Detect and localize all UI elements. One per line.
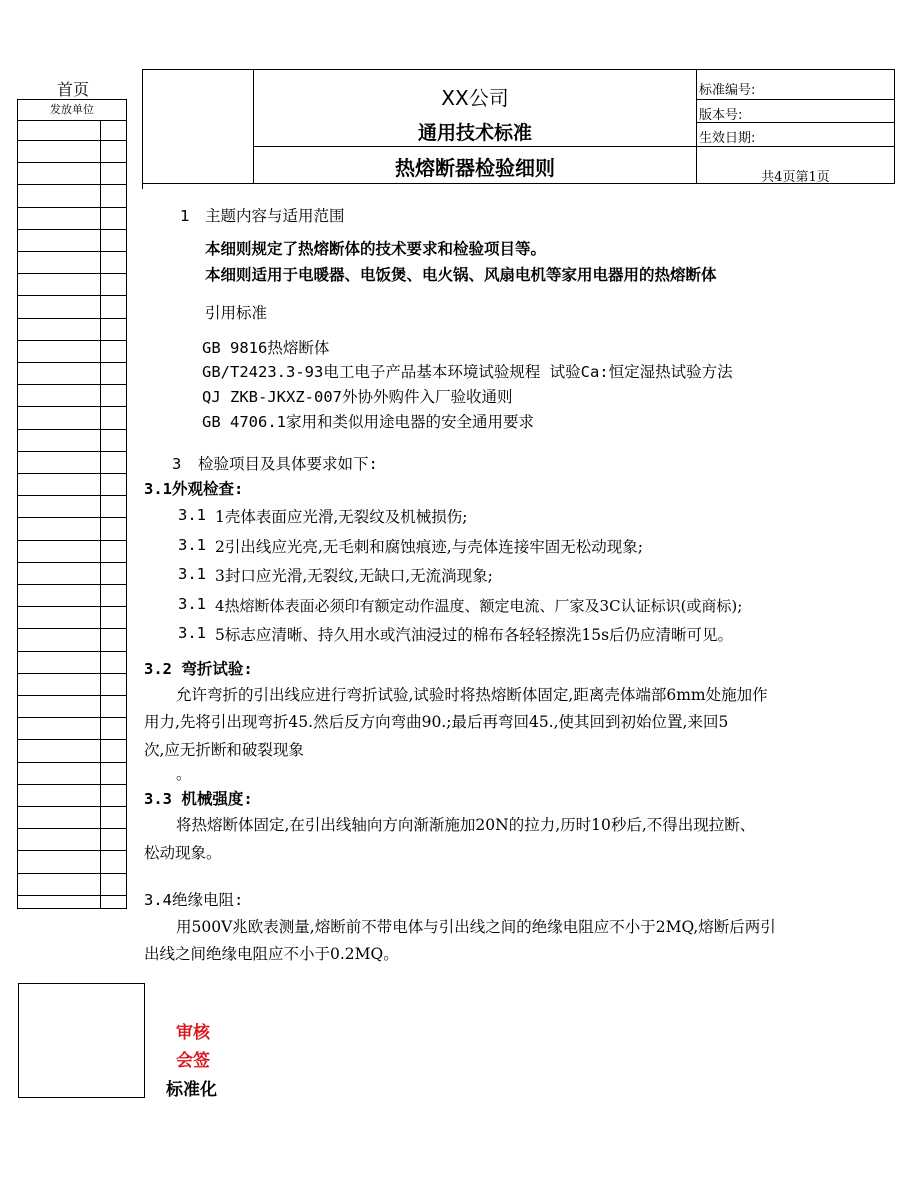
section1-paragraph: 本细则规定了热熔断体的技术要求和检验项目等。 [205,240,547,258]
distribution-row-line [18,762,126,763]
section31-item-text: 1壳体表面应光滑,无裂纹及机械损伤; [215,508,468,526]
section31-item-number: 3.1 [178,536,206,554]
standardization-label: 标准化 [166,1080,217,1100]
distribution-row-line [18,340,126,341]
distribution-table [17,99,127,909]
distribution-row-line [18,628,126,629]
distribution-row-line [18,673,126,674]
meta-row-divider [697,146,894,147]
distribution-row-line [18,806,126,807]
distribution-row-line [18,318,126,319]
section31-item-text: 5标志应清晰、持久用水或汽油浸过的棉布各轻轻擦洗15s后仍应清晰可见。 [215,626,734,644]
countersign-label: 会签 [176,1051,210,1071]
section2-heading: 引用标准 [205,304,268,322]
section31-item-number: 3.1 [178,506,206,524]
section32-line: 允许弯折的引出线应进行弯折试验,试验时将热熔断体固定,距离壳体端部6mm处施加作 [176,686,768,704]
section1-number: 1 [180,207,190,225]
section34-title: 3.4绝缘电阻: [144,891,244,909]
distribution-row-line [18,739,126,740]
distribution-row-line [18,162,126,163]
header-title-box [253,69,697,184]
distribution-row-line [18,362,126,363]
meta-row-divider [697,99,894,100]
standard-number-label: 标准编号: [699,83,756,98]
distribution-row-line [18,828,126,829]
section32-line: 次,应无折断和破裂现象 [144,741,304,759]
section33-line: 将热熔断体固定,在引出线轴向方向渐渐施加20N的拉力,历时10秒后,不得出现拉断、 [176,816,756,834]
distribution-row-line [18,495,126,496]
header-left-tick [142,183,143,189]
header-divider [254,146,696,147]
section31-item-text: 3封口应光滑,无裂纹,无缺口,无流淌现象; [215,567,493,585]
distribution-row-line [18,850,126,851]
section31-item-number: 3.1 [178,565,206,583]
distribution-row-line [18,473,126,474]
distribution-row-line [18,451,126,452]
reference-item: GB 4706.1家用和类似用途电器的安全通用要求 [202,413,534,431]
distribution-row-line [18,695,126,696]
version-label: 版本号: [699,108,743,123]
effective-date-label: 生效日期: [699,131,756,146]
distribution-row-line [18,273,126,274]
section34-line: 用500V兆欧表测量,熔断前不带电体与引出线之间的绝缘电阻应不小于2MQ,熔断后两引 [176,918,776,936]
distribution-row-line [18,873,126,874]
meta-row-divider [697,122,894,123]
company-name: XX公司 [441,86,509,110]
distribution-row-line [18,895,126,896]
section1-heading: 主题内容与适用范围 [205,207,345,225]
distribution-row-line [18,562,126,563]
distribution-row-line [18,251,126,252]
section31-item-text: 4热熔断体表面必须印有额定动作温度、额定电流、厂家及3C认证标识(或商标); [215,597,743,615]
section34-line: 出线之间绝缘电阻应不小于0.2MQ。 [144,945,399,963]
section3-heading: 检验项目及具体要求如下: [198,455,378,473]
distribution-row-line [18,295,126,296]
section33-title: 3.3 机械强度: [144,790,253,808]
review-label: 审核 [176,1023,210,1043]
section32-line: 。 [176,765,192,783]
distribution-column-divider [100,120,101,908]
section31-item-number: 3.1 [178,595,206,613]
distribution-row-line [18,584,126,585]
distribution-row-line [18,184,126,185]
distribution-row-line [18,784,126,785]
page-count: 共4页第1页 [761,170,830,185]
document-title: 热熔断器检验细则 [395,156,555,180]
distribution-row-line [18,429,126,430]
section1-paragraph: 本细则适用于电暖器、电饭煲、电火锅、风扇电机等家用电器用的热熔断体 [205,266,717,284]
distribution-row-line [18,651,126,652]
section32-line: 用力,先将引出现弯折45.然后反方向弯曲90.;最后再弯回45.,使其回到初始位置,来回5 [144,713,729,731]
distribution-row-line [18,717,126,718]
header-meta-box [696,69,895,184]
distribution-row-line [18,140,126,141]
distribution-row-line [18,606,126,607]
reference-item: GB 9816热熔断体 [202,339,330,357]
section33-line: 松动现象。 [144,844,222,862]
distribution-row-line [18,540,126,541]
section31-item-text: 2引出线应光亮,无毛刺和腐蚀痕迹,与壳体连接牢固无松动现象; [215,538,643,556]
section31-item-number: 3.1 [178,624,206,642]
reference-item: GB/T2423.3-93电工电子产品基本环境试验规程 试验Ca:恒定湿热试验方法 [202,363,733,381]
section31-title: 3.1外观检查: [144,480,244,498]
distribution-row-line [18,517,126,518]
section32-title: 3.2 弯折试验: [144,660,253,678]
section3-number: 3 [172,455,182,473]
home-label: 首页 [57,80,90,99]
distribution-label: 发放单位 [18,100,126,121]
header-logo-box [142,69,254,184]
standard-type: 通用技术标准 [417,122,532,144]
signoff-box [18,983,145,1098]
distribution-row-line [18,384,126,385]
distribution-row-line [18,207,126,208]
distribution-row-line [18,406,126,407]
distribution-row-line [18,229,126,230]
reference-item: QJ ZKB-JKXZ-007外协外购件入厂验收通则 [202,388,513,406]
